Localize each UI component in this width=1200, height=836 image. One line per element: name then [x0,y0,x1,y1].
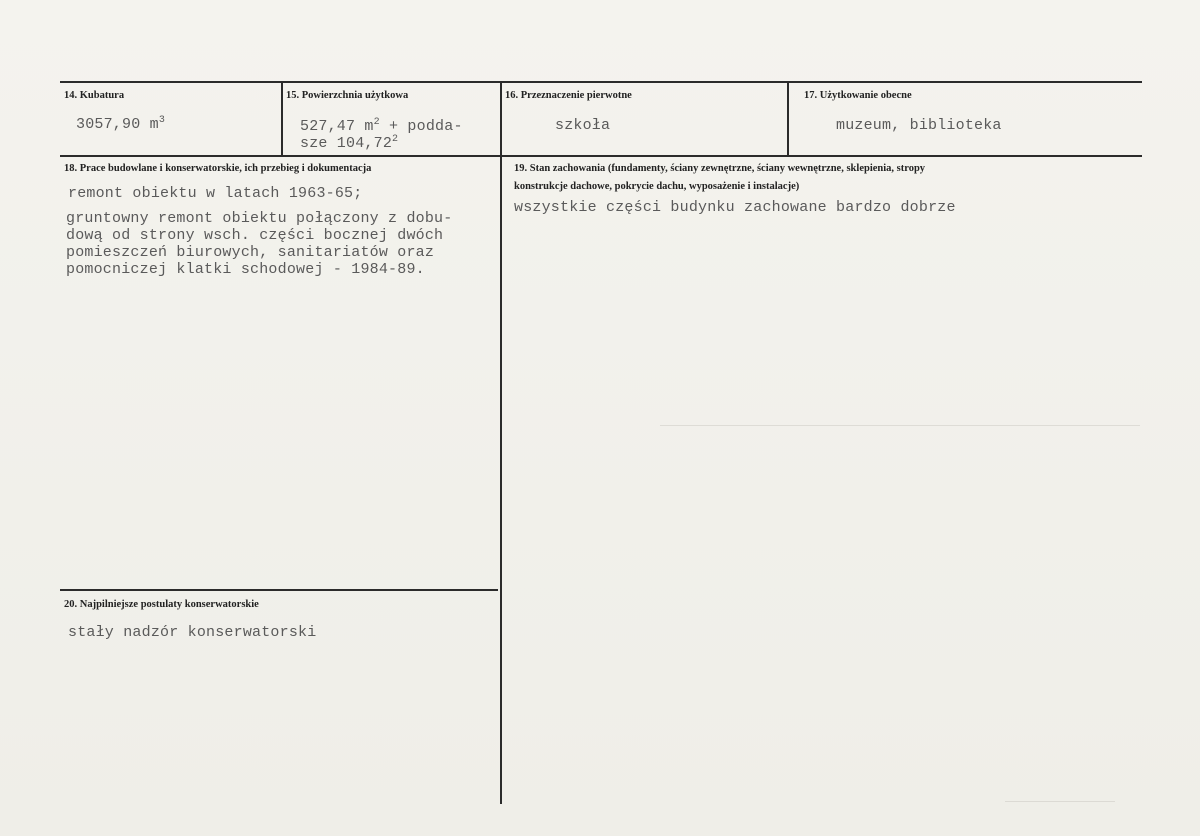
field-18-line-4: pomieszczeń biurowych, sanitariatów oraz [66,244,435,261]
field-15-line2-text: sze 104,72 [300,135,393,152]
field-14-value-text: 3057,90 m [76,116,159,133]
field-15-value-line2 [300,135,398,152]
field-18-line-2: gruntowny remont obiektu połączony z dobu- [66,210,453,227]
field-14-value [76,116,165,133]
field-20-value: stały nadzór konserwatorski [68,624,317,641]
field-17-value: muzeum, biblioteka [836,117,1002,134]
field-19-value: wszystkie części budynku zachowane bardzo dobrze [514,199,956,216]
field-16-value: szkoła [555,117,611,134]
field-15-line1-sup: 2 [373,117,380,128]
field-15-line2-sup: 2 [392,134,399,145]
field-17-label: 17. Użytkowanie obecne [804,90,912,101]
field-15-value-line1 [300,118,463,135]
field-19-label-line2: konstrukcje dachowe, pokrycie dachu, wyposażenie i instalacje) [514,181,800,192]
field-14-unit-sup: 3 [158,115,166,126]
field-18-line-3: dową od strony wsch. części bocznej dwóch [66,227,444,244]
col2-divider [500,81,502,804]
field-20-label: 20. Najpilniejsze postulaty konserwatorskie [64,599,259,610]
field-16-label: 16. Przeznaczenie pierwotne [505,90,632,101]
section20-top-rule [60,589,498,591]
field-15-line1-text: 527,47 m [300,118,374,135]
show-through-mark-bottom [1005,801,1115,802]
field-15-label: 15. Powierzchnia użytkowa [286,90,409,101]
field-15-line1-suffix: + podda- [379,118,463,135]
field-18-line-5: pomocniczej klatki schodowej - 1984-89. [66,261,425,278]
field-14-label: 14. Kubatura [64,90,125,101]
show-through-mark [660,425,1140,426]
field-18-label: 18. Prace budowlane i konserwatorskie, ich przebieg i dokumentacja [64,163,372,174]
col3-divider [787,81,789,156]
field-19-label-line1: 19. Stan zachowania (fundamenty, ściany zewnętrzne, ściany wewnętrzne, sklepienia, stropy [514,163,926,174]
top-rule [60,81,1142,83]
field-18-line-1: remont obiektu w latach 1963-65; [68,185,363,202]
col1-divider [281,81,283,156]
row1-bottom-rule [60,155,1142,157]
